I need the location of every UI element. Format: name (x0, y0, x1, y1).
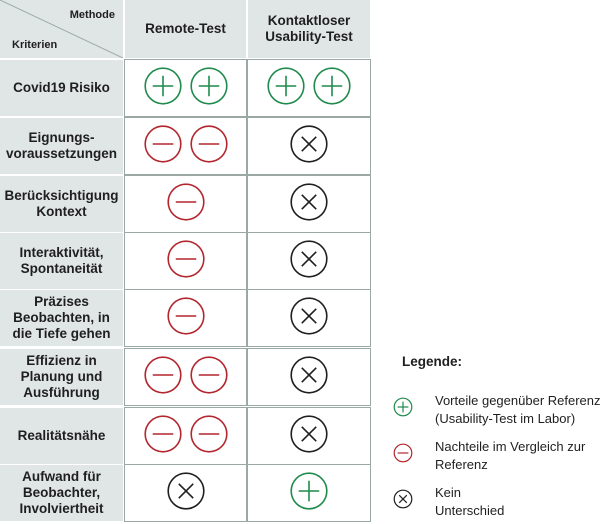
rating-cell-remote (125, 60, 246, 116)
minus-circle-icon (167, 297, 205, 340)
cross-circle-icon (167, 472, 205, 515)
rating-cell-contactless (248, 349, 370, 405)
rating-cell-remote (125, 408, 246, 464)
minus-circle-icon (190, 125, 228, 168)
legend-item-advantage (393, 392, 613, 432)
rating-cell-contactless (248, 60, 370, 116)
rating-cell-remote (125, 176, 246, 232)
plus-circle-icon (267, 67, 305, 110)
plus-circle-icon (144, 67, 182, 110)
criterion-label: Realitätsnähe (0, 408, 123, 464)
cross-circle-icon (290, 183, 328, 226)
criterion-label: Covid19 Risiko (0, 60, 123, 116)
rating-cell-remote (125, 290, 246, 346)
rating-cell-contactless (248, 176, 370, 232)
criterion-label: Eignungs- voraussetzungen (0, 118, 123, 174)
legend-advantage-text: Vorteile gegenüber Referenz (Usability-Test im Labor) (435, 393, 601, 426)
rating-cell-contactless (248, 233, 370, 289)
criterion-label: Berücksichtigung Kontext (0, 176, 123, 232)
minus-circle-icon (190, 415, 228, 458)
minus-circle-icon (144, 415, 182, 458)
plus-circle-icon (290, 472, 328, 515)
table-corner-header (0, 0, 123, 58)
legend-no-difference-text: Kein Unterschied (435, 485, 505, 518)
legend-item-disadvantage (393, 438, 613, 478)
criterion-label: Interaktivität, Spontaneität (0, 233, 123, 289)
legend-disadvantage-text: Nachteile im Vergleich zur Referenz (435, 439, 586, 472)
minus-circle-icon (144, 125, 182, 168)
rating-cell-contactless (248, 290, 370, 346)
plus-circle-icon (313, 67, 351, 110)
cross-circle-icon (290, 356, 328, 399)
corner-method-label: Methode (69, 9, 115, 21)
plus-circle-icon (190, 67, 228, 110)
corner-criteria-label: Kriterien (12, 39, 58, 51)
minus-circle-icon (393, 443, 413, 468)
rating-cell-remote (125, 233, 246, 289)
rating-cell-contactless (248, 408, 370, 464)
rating-cell-contactless (248, 118, 370, 174)
legend-item-no-difference (393, 484, 613, 524)
column-header-remote: Remote-Test (125, 0, 246, 58)
minus-circle-icon (190, 356, 228, 399)
minus-circle-icon (144, 356, 182, 399)
cross-circle-icon (290, 125, 328, 168)
cross-circle-icon (290, 240, 328, 283)
rating-cell-remote (125, 349, 246, 405)
rating-cell-remote (125, 465, 246, 521)
criterion-label: Aufwand für Beobachter, Involviertheit (0, 465, 123, 521)
plus-circle-icon (393, 397, 413, 422)
rating-cell-remote (125, 118, 246, 174)
legend-title: Legende: (402, 354, 463, 369)
cross-circle-icon (290, 297, 328, 340)
minus-circle-icon (167, 240, 205, 283)
cross-circle-icon (393, 489, 413, 514)
criterion-label: Effizienz in Planung und Ausführung (0, 349, 123, 405)
column-header-contactless: Kontaktloser Usability-Test (248, 0, 370, 58)
criterion-label: Präzises Beobachten, in die Tiefe gehen (0, 290, 123, 346)
cross-circle-icon (290, 415, 328, 458)
rating-cell-contactless (248, 465, 370, 521)
minus-circle-icon (167, 183, 205, 226)
